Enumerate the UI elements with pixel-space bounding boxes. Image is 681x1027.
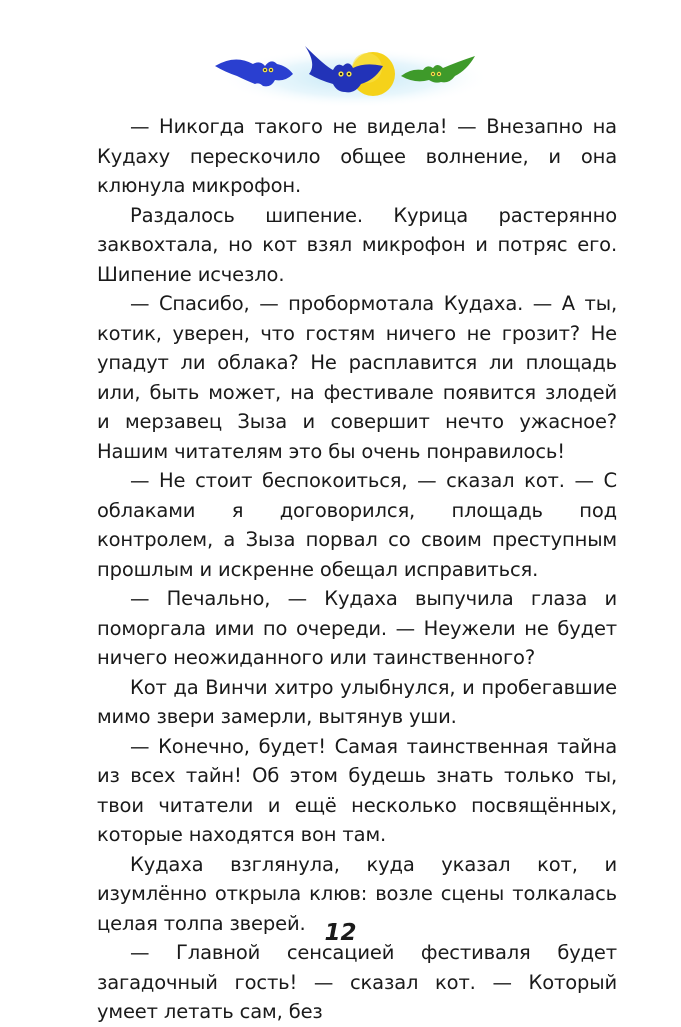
paragraph: Кудаха взглянула, куда указал кот, и изумлённо открыла клюв: возле сцены толкалась целая толпа зверей. xyxy=(97,852,617,935)
paragraph: — Печально, — Кудаха выпучила глаза и поморгала ими по очереди. — Неужели не будет ничего неожиданного или таинственного? xyxy=(97,587,617,669)
page-number: 12 xyxy=(324,920,357,946)
paragraph: — Спасибо, — пробормотала Кудаха. — А ты, котик, уверен, что гостям ничего не грозит? Не упадут ли облака? Не расплавится ли площадь или, быть может, на фестивале появится злодей и мерзавец Зыза и совершит нечто ужасное? Нашим читателям это бы очень понравилось! xyxy=(97,292,617,463)
paragraph: — Не стоит беспокоиться, — сказал кот. — С облаками я договорился, площадь под контролем, а Зыза порвал со своим преступным прошлым и искренне обещал исправиться. xyxy=(97,469,617,581)
paragraph: Кот да Винчи хитро улыбнулся, и пробегавшие мимо звери замерли, вытянув уши. xyxy=(97,675,617,728)
paragraph: — Конечно, будет! Самая таинственная тайна из всех тайн! Об этом будешь знать только ты, твои читатели и ещё несколько посвящённых, которые находятся вон там. xyxy=(97,734,617,846)
bats-and-moon-ornament-icon xyxy=(205,36,505,116)
paragraph: Раздалось шипение. Курица растерянно заквохтала, но кот взял микрофон и потряс его. Шипение исчезло. xyxy=(97,203,617,286)
paragraph: — Главной сенсацией фестиваля будет загадочный гость! — сказал кот. — Который умеет летать сам, без xyxy=(97,941,617,1023)
story-text xyxy=(97,112,617,1027)
paragraph: — Никогда такого не видела! — Внезапно на Кудаху перескочило общее волнение, и она клюнула микрофон. xyxy=(97,115,617,197)
